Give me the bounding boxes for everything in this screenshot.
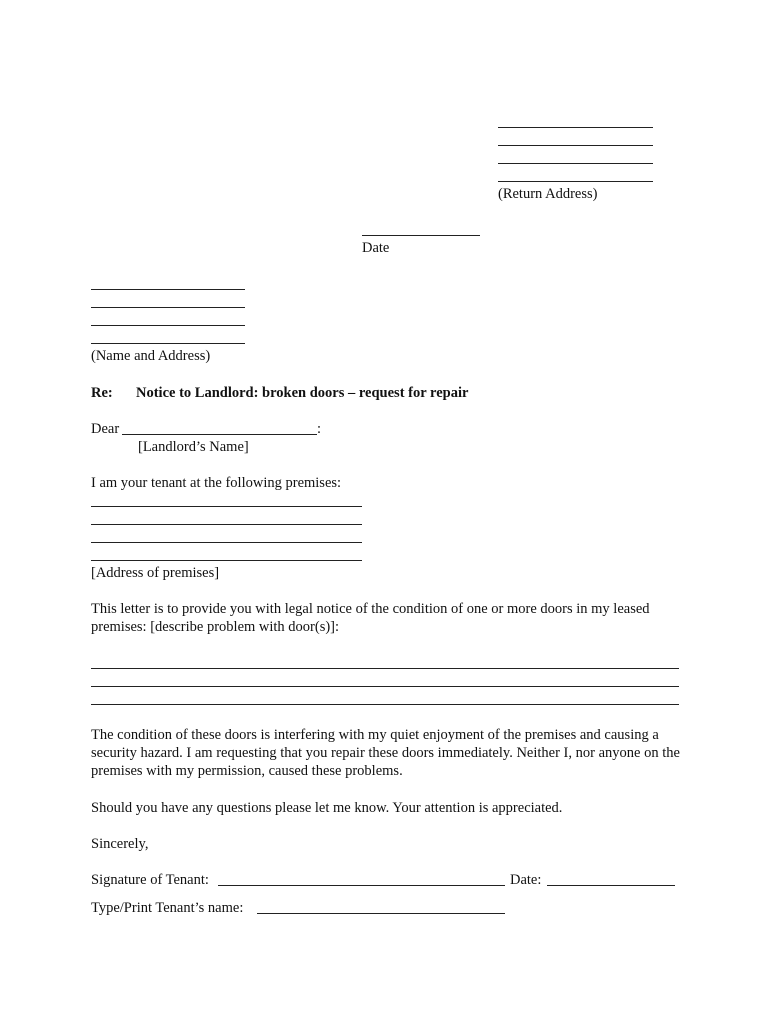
problem-line-1[interactable] xyxy=(91,652,679,669)
landlord-name-field[interactable] xyxy=(122,418,317,435)
problem-line-2[interactable] xyxy=(91,670,679,687)
recipient-line-3[interactable] xyxy=(91,309,245,326)
premises-line-4[interactable] xyxy=(91,544,362,561)
recipient-line-1[interactable] xyxy=(91,273,245,290)
recipient-line-4[interactable] xyxy=(91,327,245,344)
premises-line-2[interactable] xyxy=(91,508,362,525)
subject-re-label: Re: xyxy=(91,385,113,401)
premises-line-3[interactable] xyxy=(91,526,362,543)
print-name-label: Type/Print Tenant’s name: xyxy=(91,900,244,916)
signature-date-field[interactable] xyxy=(547,869,675,886)
signature-label: Signature of Tenant: xyxy=(91,872,209,888)
problem-line-3[interactable] xyxy=(91,688,679,705)
notice-paragraph: This letter is to provide you with legal notice of the condition of one or more doors in my leased premises: [describe problem with door(s)]: xyxy=(91,601,650,635)
date-line[interactable] xyxy=(362,219,480,236)
return-address-line-1[interactable] xyxy=(498,111,653,128)
landlord-name-caption: [Landlord’s Name] xyxy=(138,439,249,455)
closing-sincerely: Sincerely, xyxy=(91,836,149,852)
salutation-dear: Dear xyxy=(91,421,120,437)
return-address-line-3[interactable] xyxy=(498,147,653,164)
return-address-caption: (Return Address) xyxy=(498,186,598,202)
recipient-caption: (Name and Address) xyxy=(91,348,211,364)
recipient-line-2[interactable] xyxy=(91,291,245,308)
premises-caption: [Address of premises] xyxy=(91,565,220,581)
date-caption: Date xyxy=(362,240,390,256)
premises-intro: I am your tenant at the following premises: xyxy=(91,475,342,491)
signature-date-label: Date: xyxy=(510,872,542,888)
questions-paragraph: Should you have any questions please let me know. Your attention is appreciated. xyxy=(91,800,563,816)
salutation-colon: : xyxy=(317,421,322,437)
return-address-line-2[interactable] xyxy=(498,129,653,146)
return-address-line-4[interactable] xyxy=(498,165,653,182)
subject-text: Notice to Landlord: broken doors – request for repair xyxy=(136,385,469,401)
condition-paragraph: The condition of these doors is interfering with my quiet enjoyment of the premises and causing a security hazard. I am requesting that you repair these doors immediately. Neither I, nor anyone on the premises with my permission, caused these problems. xyxy=(91,727,680,779)
premises-line-1[interactable] xyxy=(91,490,362,507)
signature-field[interactable] xyxy=(218,869,505,886)
print-name-field[interactable] xyxy=(257,897,505,914)
